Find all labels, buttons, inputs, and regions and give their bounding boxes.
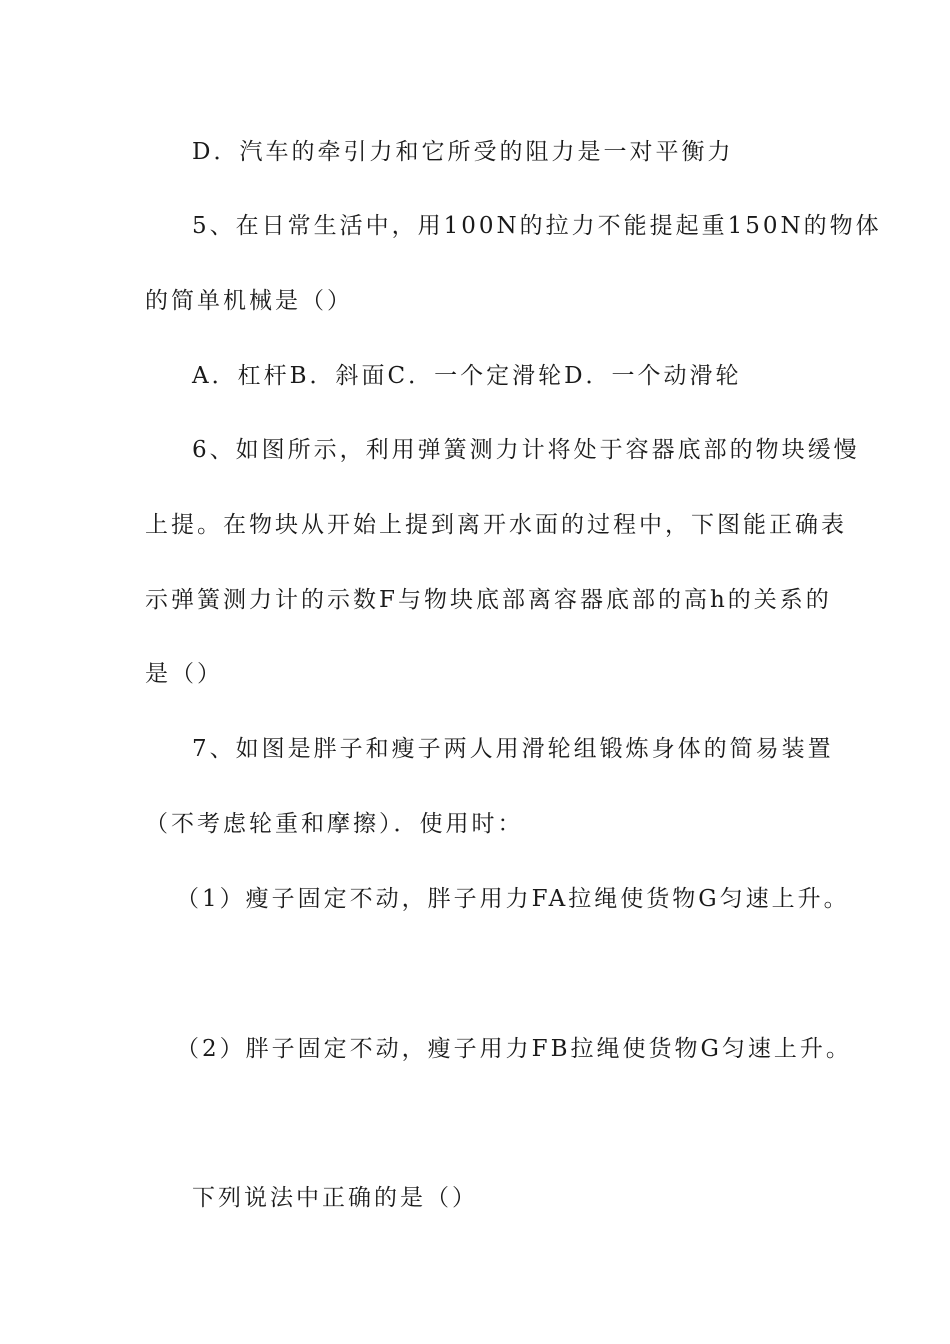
question-7-continued: （不考虑轮重和摩擦）．使用时： [145,811,524,837]
question-7-prompt: 下列说法中正确的是（） [192,1185,478,1211]
question-7-case-1: （1）瘦子固定不动，胖子用力FA拉绳使货物G匀速上升。 [176,886,850,912]
question-5-options: A．杠杆B．斜面C．一个定滑轮D．一个动滑轮 [192,363,742,389]
question-6-text: 6、如图所示，利用弹簧测力计将处于容器底部的物块缓慢 [192,437,860,463]
option-d-text: D．汽车的牵引力和它所受的阻力是一对平衡力 [192,139,734,165]
question-5-text: 5、在日常生活中，用100N的拉力不能提起重150N的物体 [192,213,882,239]
question-7-text: 7、如图是胖子和瘦子两人用滑轮组锻炼身体的简易装置 [192,736,834,762]
question-5-continued: 的简单机械是（） [145,288,353,314]
question-7-case-2: （2）胖子固定不动，瘦子用力FB拉绳使货物G匀速上升。 [176,1036,852,1062]
question-6-continued-2: 示弹簧测力计的示数F与物块底部离容器底部的高h的关系的 [145,587,832,613]
question-6-continued-1: 上提。在物块从开始上提到离开水面的过程中，下图能正确表 [145,512,847,538]
question-6-continued-3: 是（） [145,661,223,687]
